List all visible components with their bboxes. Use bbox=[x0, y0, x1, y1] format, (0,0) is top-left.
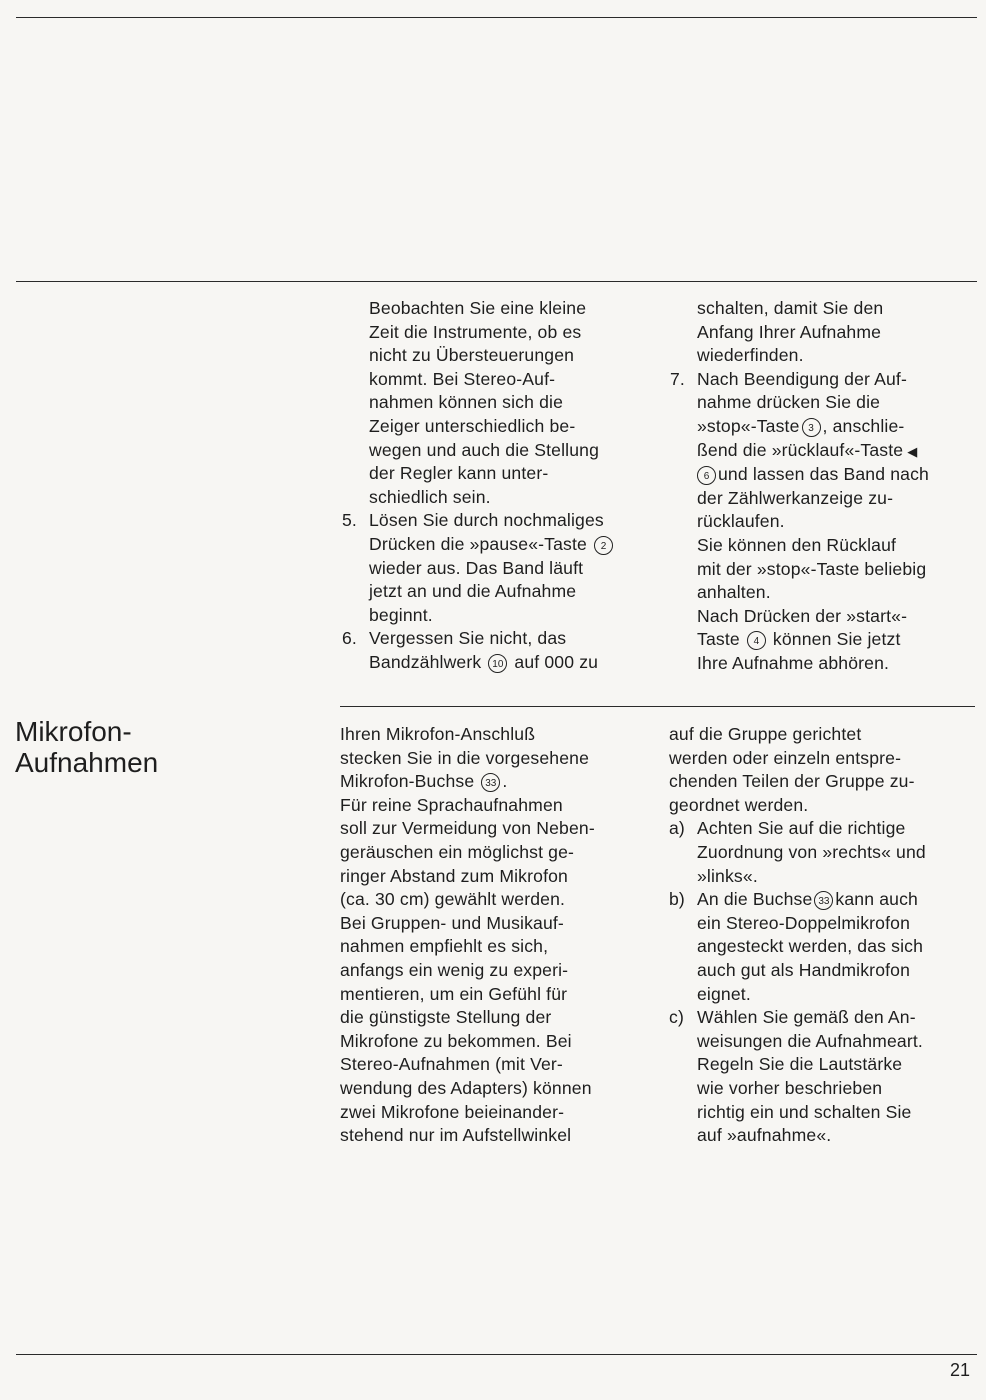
upper-section-rule bbox=[16, 281, 977, 282]
heading-line-2: Aufnahmen bbox=[15, 747, 159, 778]
lower-section-rule bbox=[340, 706, 975, 707]
socket-ref-33-icon: 33 bbox=[814, 891, 833, 910]
microphone-intro-paragraph: Ihren Mikrofon-Anschluß stecken Sie in die vorgesehene Mikrofon-Buchse 33 . Für reine Sprachaufnahmen soll zur Vermeidung von Neben- geräuschen ein möglichst ge- ringer Abstand zum Mikrofon (ca. 30 cm) gewählt werden. Bei Gruppen- und Musikauf- nahmen empfiehlt es sich, anfangs ein wenig zu experi- mentieren, um ein Gefühl für die günstigste Stellung der Mikrofone zu bekommen. Bei Stereo-Aufnahmen (mit Ver- wendung des Adapters) können zwei Mikrofone beieinander- stehend nur im Aufstellwinkel bbox=[340, 724, 595, 1146]
control-ref-2-icon: 2 bbox=[594, 536, 613, 555]
item-b-label: b) bbox=[669, 889, 685, 910]
socket-ref-33-icon: 33 bbox=[481, 773, 500, 792]
lower-column-1 bbox=[340, 723, 650, 1148]
control-ref-10-icon: 10 bbox=[488, 654, 507, 673]
step-6: 6. Vergessen Sie nicht, das Bandzählwerk 10 auf 000 zu bbox=[342, 627, 669, 674]
upper-column-1 bbox=[342, 297, 669, 675]
item-b: b) An die Buchse 33 kann auch ein Stereo-Doppelmikrofon angesteckt werden, das sich auch gut als Handmikrofon eignet. bbox=[669, 888, 979, 1006]
item-a-label: a) bbox=[669, 818, 685, 839]
control-ref-3-icon: 3 bbox=[802, 418, 821, 437]
control-ref-4-icon: 4 bbox=[747, 631, 766, 650]
item-a: a) Achten Sie auf die richtige Zuordnung von »rechts« und »links«. bbox=[669, 817, 979, 888]
top-rule bbox=[16, 17, 977, 18]
lower-continuation-paragraph: auf die Gruppe gerichtet werden oder einzeln entspre- chenden Teilen der Gruppe zu- geordnet werden. bbox=[669, 724, 915, 815]
continuation-paragraph: schalten, damit Sie den Anfang Ihrer Aufnahme wiederfinden. bbox=[697, 298, 884, 366]
bottom-rule bbox=[16, 1354, 977, 1355]
observe-paragraph: Beobachten Sie eine kleine Zeit die Instrumente, ob es nicht zu Übersteuerungen kommt. Bei Stereo-Auf- nahmen können sich die Zeiger unterschiedlich be- wegen und auch die Stellung der Regler kann unter- schiedlich sein. bbox=[369, 298, 600, 507]
control-ref-6-icon: 6 bbox=[697, 466, 716, 485]
item-c: c) Wählen Sie gemäß den An- weisungen die Aufnahmeart. Regeln Sie die Lautstärke wie vorher beschrieben richtig ein und schalten Sie auf »aufnahme«. bbox=[669, 1006, 979, 1148]
step-7: 7. Nach Beendigung der Auf- nahme drücken Sie die »stop«-Taste 3 , anschlie- ßend die »rücklauf«-Taste ◀ 6 und lassen das Band nach der Zählwerkanzeige zu- rücklaufen. Sie können den Rücklauf mit der »stop«-Taste beliebig anhalten. Nach Drücken der »start«- Taste 4 können Sie jetzt Ihre Aufnahme abhören. bbox=[670, 368, 977, 676]
section-heading bbox=[15, 716, 158, 778]
step-5: 5. Lösen Sie durch nochmaliges Drücken die »pause«-Taste 2 wieder aus. Das Band läuft jetzt an und die Aufnahme beginnt. bbox=[342, 509, 669, 627]
page-number: 21 bbox=[949, 1360, 970, 1380]
item-c-label: c) bbox=[669, 1007, 684, 1028]
upper-column-2 bbox=[670, 297, 977, 676]
lower-column-2 bbox=[669, 723, 979, 1148]
step-7-number: 7. bbox=[670, 368, 685, 389]
rewind-arrow-icon: ◀ bbox=[907, 443, 918, 459]
heading-line-1: Mikrofon- bbox=[15, 716, 132, 747]
step-6-number: 6. bbox=[342, 628, 357, 649]
step-5-number: 5. bbox=[342, 510, 357, 531]
